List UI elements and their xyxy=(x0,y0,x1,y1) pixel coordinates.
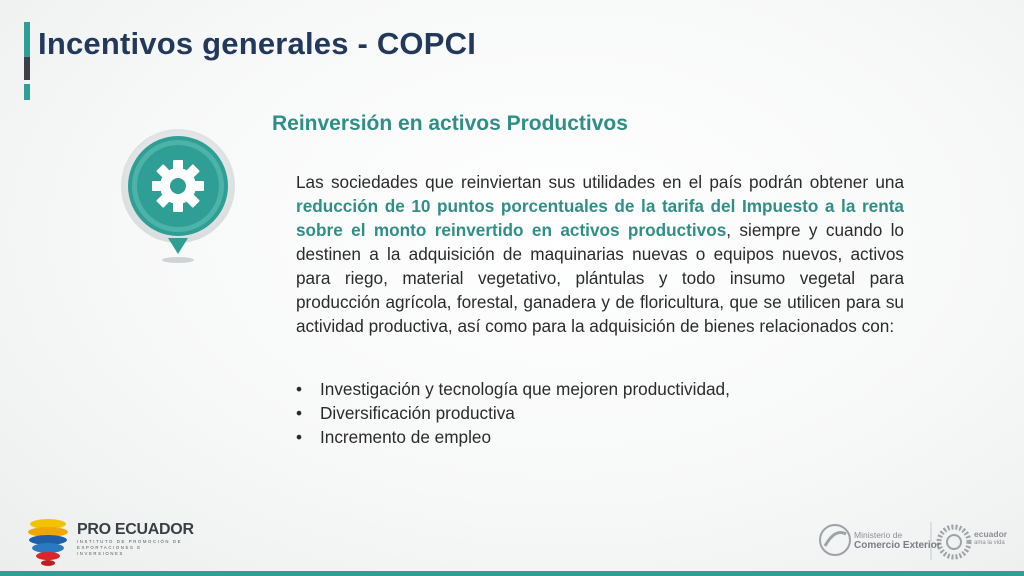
list-item-text: Incremento de empleo xyxy=(320,427,492,447)
bullet-list xyxy=(296,377,896,449)
ecuador-brand xyxy=(974,530,1007,548)
section-subtitle: Reinversión en activos Productivos xyxy=(272,112,628,135)
paragraph-highlight: reducción de 10 puntos porcentuales de la tarifa del Impuesto a la renta sobre el monto reinvertido en activos productivos xyxy=(296,196,904,240)
list-item xyxy=(296,377,896,401)
bullet-dot: • xyxy=(296,403,303,423)
footer-band xyxy=(0,571,1024,576)
paragraph-intro: Las sociedades que reinviertan sus utilidades en el país podrán obtener una xyxy=(296,172,904,192)
list-item xyxy=(296,401,896,425)
title-accent-bar xyxy=(24,22,30,80)
ecuador-word: ecuador xyxy=(974,529,1008,539)
list-item-text: Investigación y tecnología que mejoren productividad, xyxy=(320,379,730,399)
proecuador-name: PRO ECUADOR xyxy=(77,521,194,538)
paragraph-rest: , siempre y cuando lo destinen a la adquisición de maquinarias nuevas o equipos nuevos, activos para riego, material vegetativo, plántulas y todo insumo vegetal para producción agrícola, forestal, ganadera y de floricultura, que se utilicen para su actividad productiva, así como para la adquisición de bienes relacionados con: xyxy=(296,220,904,336)
ecuador-tagline: ama la vida xyxy=(974,540,1005,546)
ministry-line2: Comercio Exterior xyxy=(854,540,941,551)
list-item xyxy=(296,425,896,449)
page-title: Incentivos generales - COPCI xyxy=(38,26,477,61)
gear-badge xyxy=(118,128,238,270)
bullet-dot: • xyxy=(296,427,303,447)
bullet-dot: • xyxy=(296,379,303,399)
gear-icon xyxy=(152,160,204,212)
list-item-text: Diversificación productiva xyxy=(320,403,515,423)
ministry-line1: Ministerio de xyxy=(854,530,903,540)
main-paragraph xyxy=(296,170,904,338)
ministry-name xyxy=(854,530,941,551)
proecuador-tagline: INSTITUTO DE PROMOCIÓN DE EXPORTACIONES E INVERSIONES xyxy=(77,539,183,556)
